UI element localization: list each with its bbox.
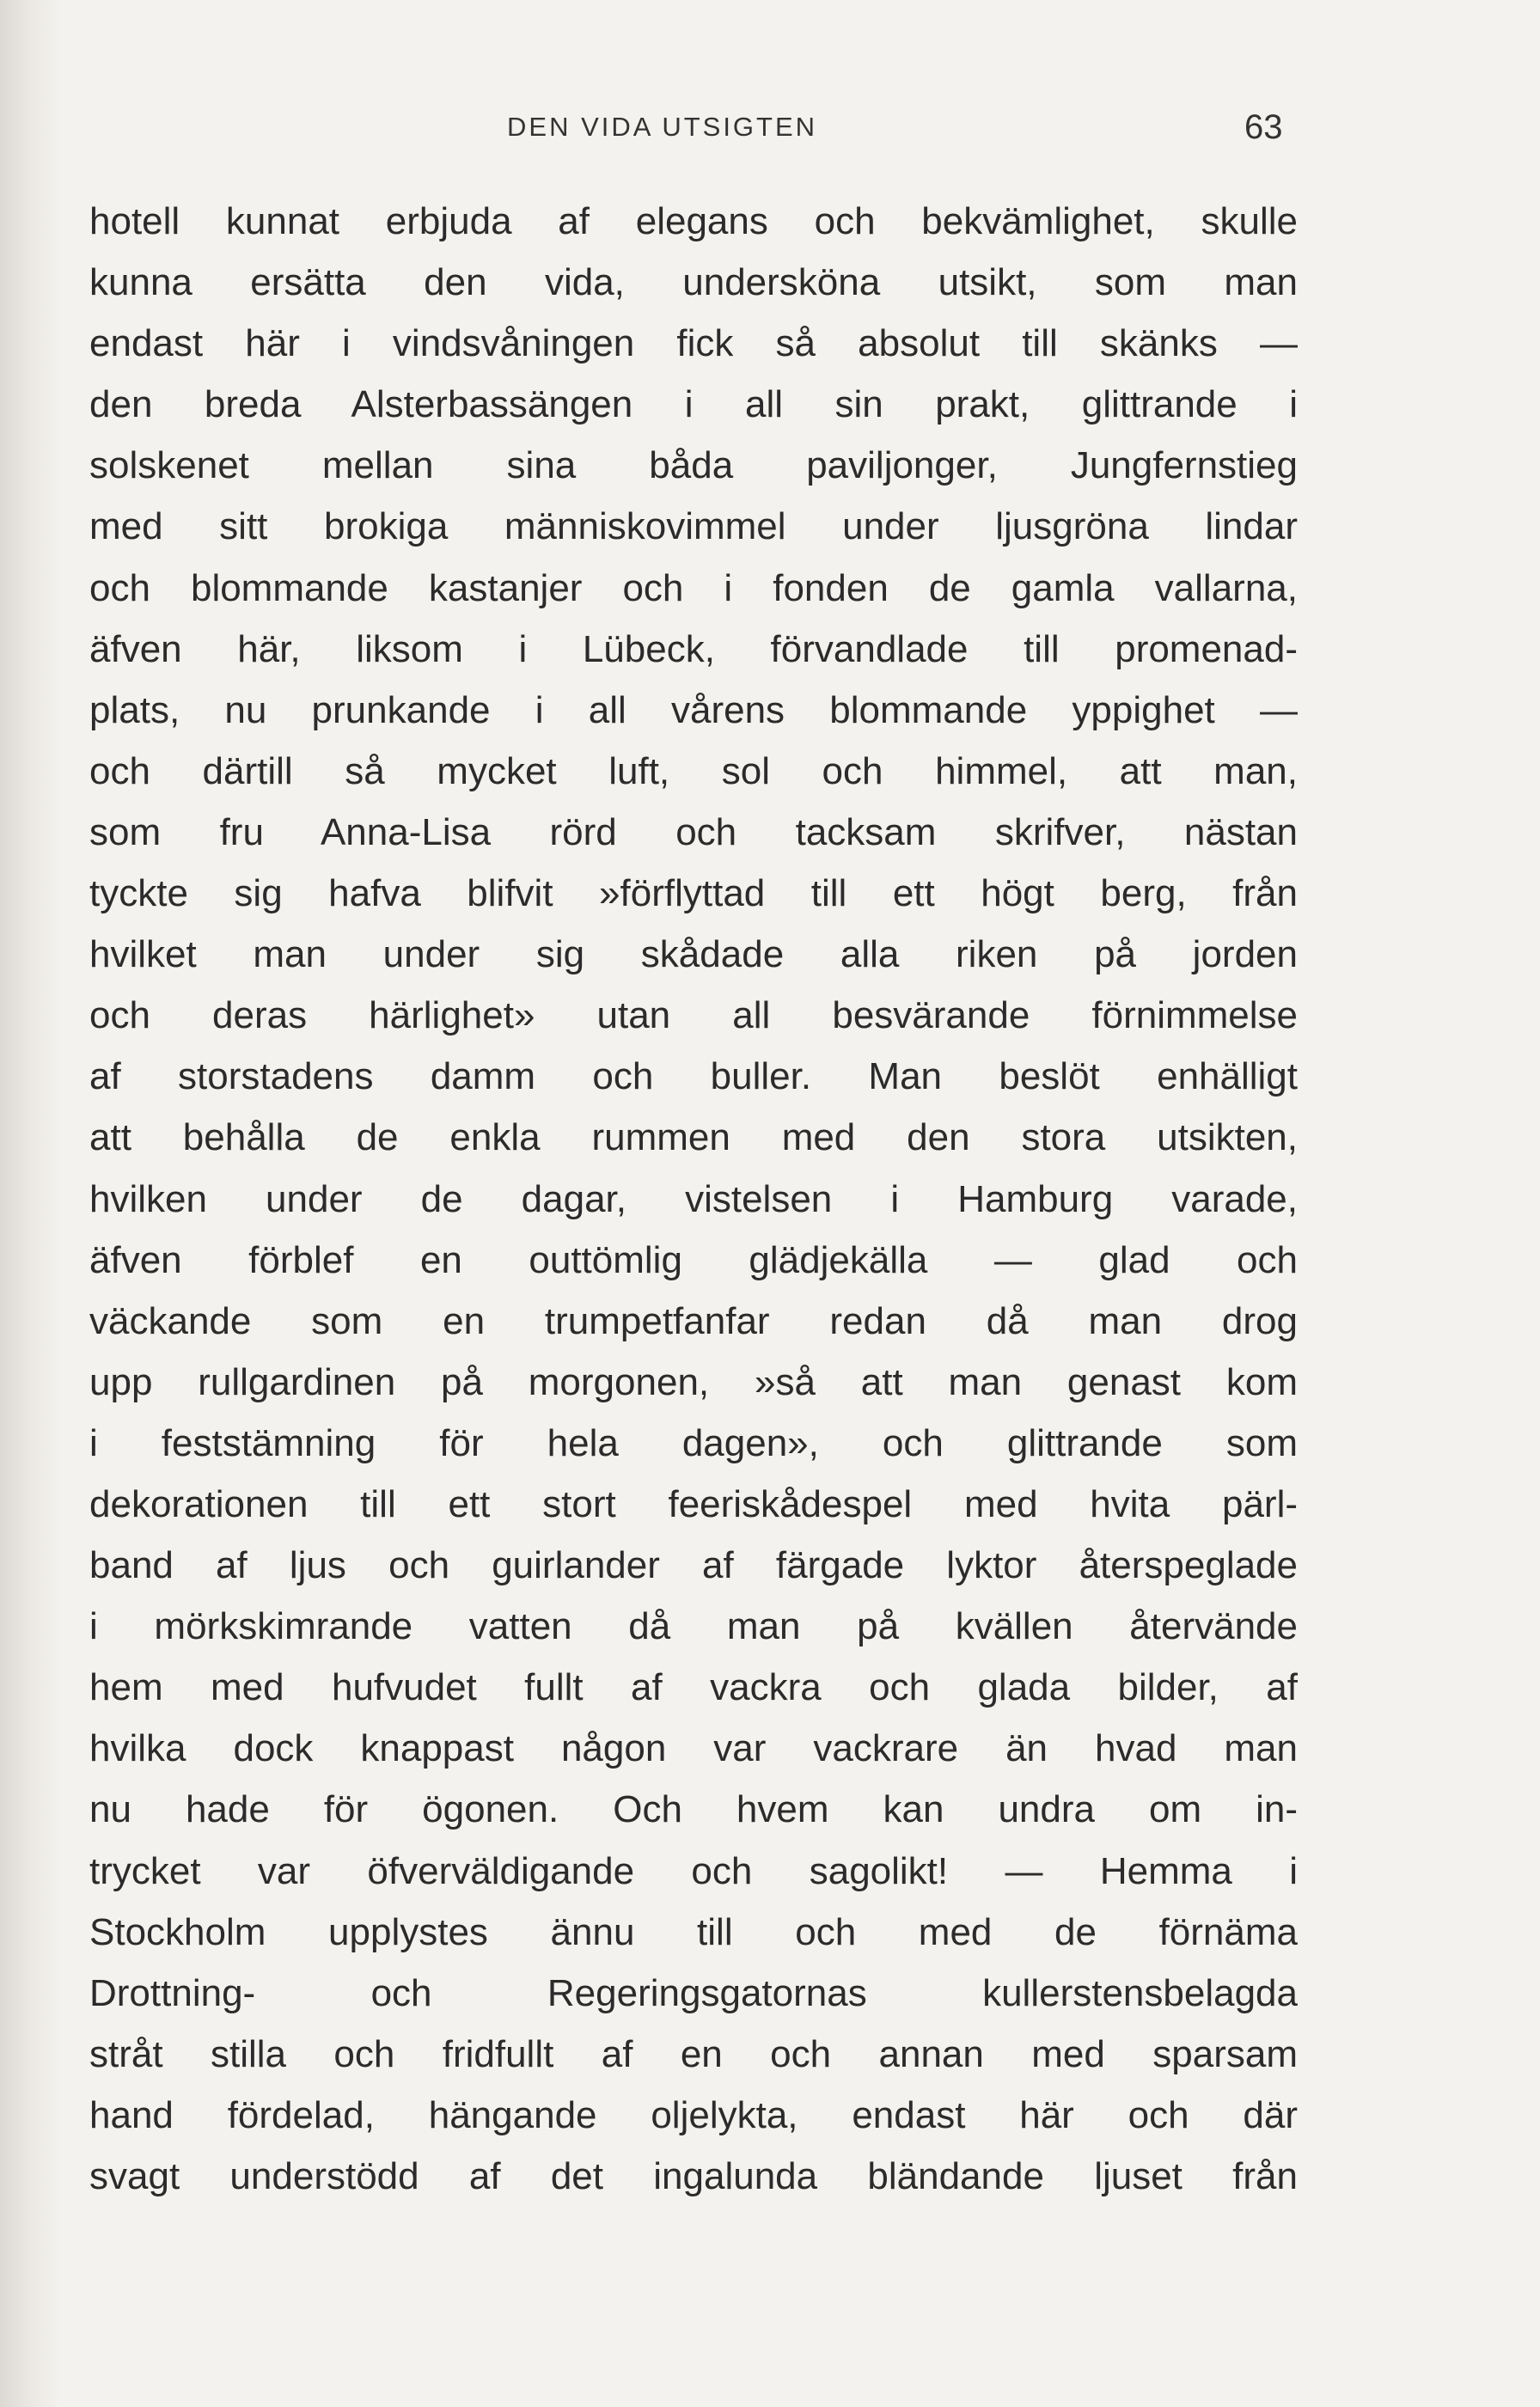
text-line: solskenet mellan sina båda paviljonger, Jungfernstieg	[89, 444, 1298, 487]
text-line: att behålla de enkla rummen med den stora utsikten,	[89, 1116, 1298, 1159]
text-line: Stockholm upplystes ännu till och med de förnäma	[89, 1910, 1298, 1953]
text-line: plats, nu prunkande i all vårens blommande yppighet —	[89, 688, 1298, 731]
text-line: tyckte sig hafva blifvit »förflyttad till ett högt berg, från	[89, 872, 1298, 915]
text-line: nu hade för ögonen. Och hvem kan undra om in-	[89, 1788, 1298, 1831]
text-line: hand fördelad, hängande oljelykta, endast här och där	[89, 2093, 1298, 2136]
text-line: Drottning- och Regeringsgatornas kullerstensbelagda	[89, 1971, 1298, 2014]
text-line: af storstadens damm och buller. Man beslöt enhälligt	[89, 1055, 1298, 1098]
text-line: stråt stilla och fridfullt af en och annan med sparsam	[89, 2032, 1298, 2075]
text-line: och deras härlighet» utan all besvärande förnimmelse	[89, 994, 1298, 1037]
text-line: trycket var öfverväldigande och sagolikt! — Hemma i	[89, 1849, 1298, 1892]
text-line: och blommande kastanjer och i fonden de gamla vallarna,	[89, 566, 1298, 609]
text-line: i feststämning för hela dagen», och glittrande som	[89, 1421, 1298, 1464]
text-line: med sitt brokiga människovimmel under ljusgröna lindar	[89, 505, 1298, 548]
text-line: den breda Alsterbassängen i all sin prakt, glittrande i	[89, 383, 1298, 426]
text-line: hem med hufvudet fullt af vackra och glada bilder, af	[89, 1666, 1298, 1709]
text-line: hotell kunnat erbjuda af elegans och bekvämlighet, skulle	[89, 200, 1298, 242]
text-line: svagt understödd af det ingalunda bländande ljuset från	[89, 2155, 1298, 2197]
text-line: väckande som en trumpetfanfar redan då man drog	[89, 1299, 1298, 1342]
page-header	[0, 101, 1540, 153]
page-gutter-shadow	[0, 0, 60, 2407]
text-line: hvilka dock knappast någon var vackrare än hvad man	[89, 1727, 1298, 1770]
running-title: DEN VIDA UTSIGTEN	[507, 112, 818, 142]
text-line: äfven förblef en outtömlig glädjekälla — glad och	[89, 1238, 1298, 1281]
text-line: äfven här, liksom i Lübeck, förvandlade till promenad-	[89, 627, 1298, 670]
page-number: 63	[1244, 108, 1283, 146]
text-line: i mörkskimrande vatten då man på kvällen återvände	[89, 1605, 1298, 1648]
text-line: endast här i vindsvåningen fick så absolut till skänks —	[89, 322, 1298, 365]
text-line: kunna ersätta den vida, underskönа utsikt, som man	[89, 261, 1298, 304]
text-line: som fru Anna-Lisa rörd och tacksam skrifver, nästan	[89, 810, 1298, 853]
text-line: hvilken under de dagar, vistelsen i Hamburg varade,	[89, 1177, 1298, 1220]
text-line: band af ljus och guirlander af färgade lyktor återspeglade	[89, 1544, 1298, 1587]
body-text	[89, 191, 1298, 2207]
text-line: hvilket man under sig skådade alla riken på jorden	[89, 933, 1298, 976]
text-line: dekorationen till ett stort feeriskådespel med hvita pärl-	[89, 1482, 1298, 1525]
text-line: och därtill så mycket luft, sol och himmel, att man,	[89, 749, 1298, 792]
text-line: upp rullgardinen på morgonen, »så att man genast kom	[89, 1360, 1298, 1403]
